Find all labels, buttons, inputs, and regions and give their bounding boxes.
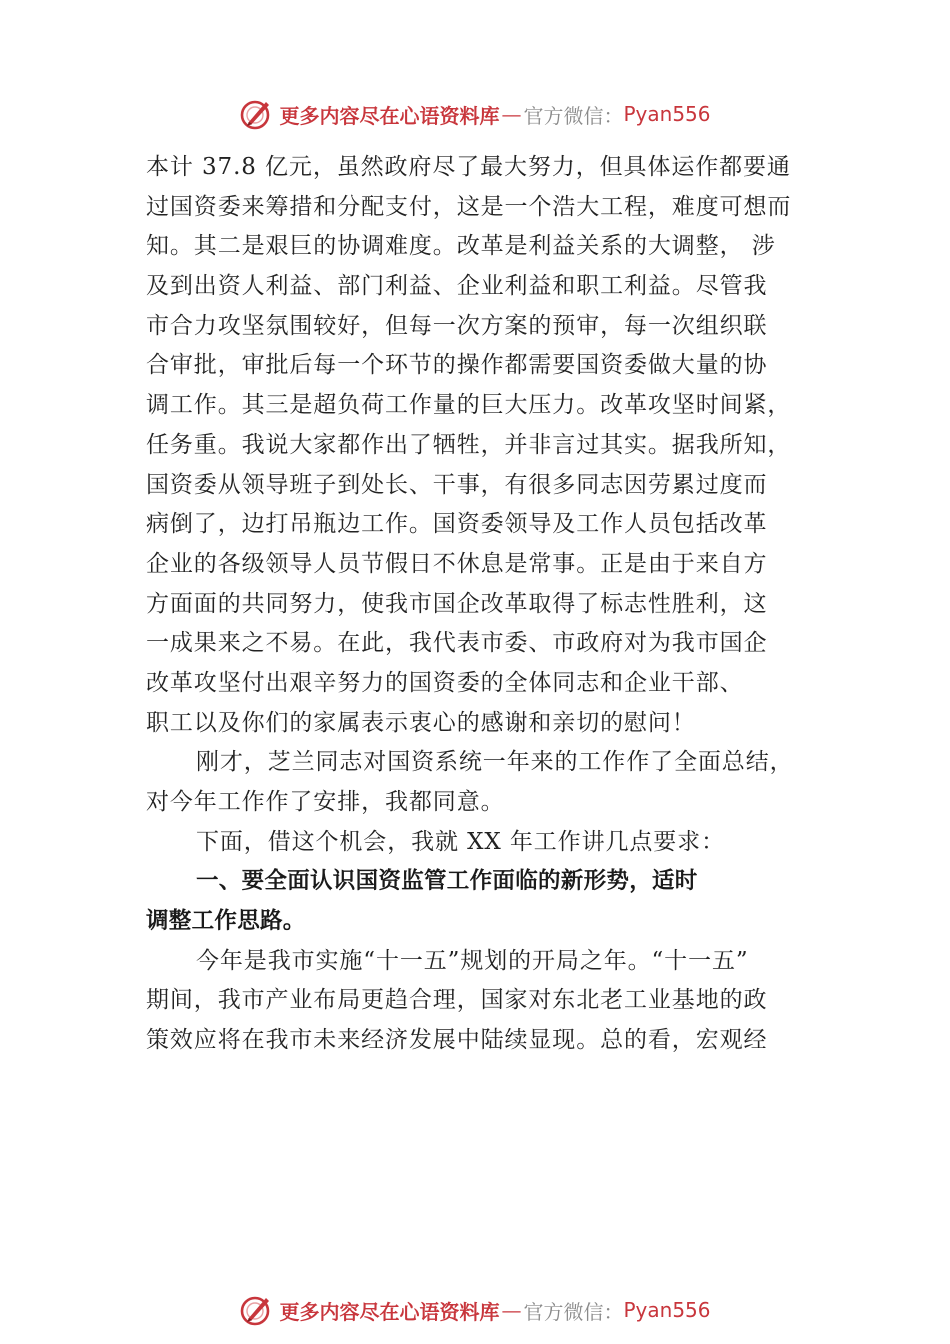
body-line: 调工作。其三是超负荷工作量的巨大压力。改革攻坚时间紧， [146, 392, 792, 419]
body-line: 期间，我市产业布局更趋合理，国家对东北老工业基地的政 [146, 987, 768, 1014]
body-line: 知。其二是艰巨的协调难度。改革是利益关系的大调整， 涉 [146, 233, 776, 260]
section-heading-continued: 调整工作思路。 [146, 908, 306, 935]
section-heading: 一、要全面认识国资监管工作面临的新形势，适时 [196, 868, 698, 895]
paragraph-start: 下面，借这个机会，我就 XX 年工作讲几点要求： [196, 828, 725, 855]
body-line: 企业的各级领导人员节假日不休息是常事。正是由于来自方 [146, 550, 768, 577]
quill-seal-icon [239, 97, 273, 131]
header-watermark [0, 94, 950, 134]
document-body [146, 148, 826, 1061]
paragraph-start: 刚才，芝兰同志对国资系统一年来的工作作了全面总结， [196, 749, 794, 776]
body-line: 对今年工作作了安排，我都同意。 [146, 789, 505, 815]
watermark-wechat-id: Pyan556 [623, 102, 711, 126]
watermark-wechat-id: Pyan556 [623, 1298, 711, 1322]
body-line: 合审批，审批后每一个环节的操作都需要国资委做大量的协 [146, 352, 768, 379]
body-line: 过国资委来筹措和分配支付，这是一个浩大工程，难度可想而 [146, 193, 792, 220]
body-line: 任务重。我说大家都作出了牺牲，并非言过其实。据我所知， [146, 431, 792, 458]
body-line: 病倒了，边打吊瓶边工作。国资委领导及工作人员包括改革 [146, 511, 768, 538]
watermark-site-text: 更多内容尽在心语资料库 [279, 103, 500, 128]
quill-seal-icon [239, 1293, 273, 1327]
footer-watermark [0, 1290, 950, 1330]
body-line: 方面面的共同努力，使我市国企改革取得了标志性胜利，这 [146, 590, 768, 617]
body-line: 一成果来之不易。在此，我代表市委、市政府对为我市国企 [146, 630, 768, 657]
body-line: 市合力攻坚氛围较好，但每一次方案的预审，每一次组织联 [146, 312, 768, 339]
body-line: 国资委从领导班子到处长、干事，有很多同志因劳累过度而 [146, 471, 768, 498]
watermark-separator: — [501, 102, 522, 126]
body-line: 职工以及你们的家属表示衷心的感谢和亲切的慰问！ [146, 709, 696, 736]
body-line: 策效应将在我市未来经济发展中陆续显现。总的看，宏观经 [146, 1027, 768, 1054]
watermark-wechat-label: 官方微信： [523, 103, 624, 128]
body-line: 本计 37.8 亿元，虽然政府尽了最大努力，但具体运作都要通 [146, 154, 791, 180]
watermark-separator: — [501, 1298, 522, 1322]
body-line: 及到出资人利益、部门利益、企业利益和职工利益。尽管我 [146, 273, 768, 300]
watermark-site-text: 更多内容尽在心语资料库 [279, 1299, 500, 1324]
watermark-wechat-label: 官方微信： [523, 1299, 624, 1324]
body-line: 改革攻坚付出艰辛努力的国资委的全体同志和企业干部、 [146, 669, 744, 696]
paragraph-start: 今年是我市实施“十一五”规划的开局之年。“十一五” [196, 947, 749, 974]
